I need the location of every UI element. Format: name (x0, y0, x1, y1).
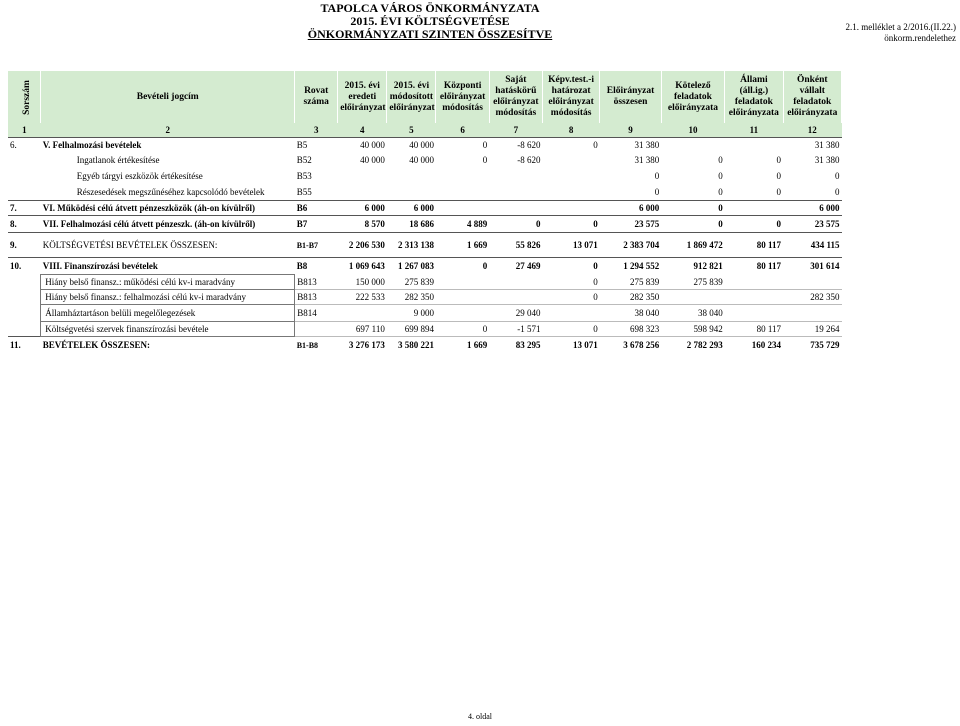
value-cell: 19 264 (783, 322, 841, 337)
value-cell: 275 839 (600, 275, 661, 290)
value-cell: 434 115 (783, 233, 841, 258)
row-code: B7 (295, 216, 338, 233)
value-cell: 6 000 (600, 201, 661, 216)
value-cell: 0 (718, 187, 723, 197)
value-cell (725, 305, 783, 322)
value-cell: 912 821 (661, 258, 724, 275)
value-cell: -1 571 (489, 322, 542, 337)
value-cell (338, 305, 387, 322)
row-label: Hiány belső finansz.: felhalmozási célú kv-i maradvány (41, 290, 295, 305)
col-rovat: Rovat száma (295, 71, 338, 123)
row-number (8, 275, 41, 290)
value-cell (542, 201, 599, 216)
table-body (8, 138, 842, 354)
value-cell: 0 (718, 155, 723, 165)
value-cell: 275 839 (387, 275, 436, 290)
value-cell (542, 184, 599, 201)
annex-reference (846, 22, 956, 44)
value-cell: 13 071 (542, 337, 599, 354)
title-line-3: ÖNKORMÁNYZATI SZINTEN ÖSSZESÍTVE (307, 27, 553, 41)
value-cell (436, 290, 489, 305)
value-cell: 699 894 (387, 322, 436, 337)
value-cell: 0 (661, 201, 724, 216)
value-cell (661, 138, 724, 153)
value-cell: 0 (542, 216, 599, 233)
value-cell: 1 869 472 (661, 233, 724, 258)
title-line-2: 2015. ÉVI KÖLTSÉGVETÉSE (350, 14, 510, 28)
value-cell (387, 168, 436, 184)
value-cell: 697 110 (338, 322, 387, 337)
value-cell: 1 294 552 (600, 258, 661, 275)
row-label: Hiány belső finansz.: működési célú kv-i maradvány (41, 275, 295, 290)
value-cell: 0 (654, 171, 660, 181)
value-cell: 2 782 293 (661, 337, 724, 354)
value-cell: 598 942 (661, 322, 724, 337)
row-code: B1-B7 (295, 233, 338, 258)
value-cell (436, 201, 489, 216)
value-cell: 1 267 083 (387, 258, 436, 275)
value-cell: 0 (776, 171, 782, 181)
column-header-row (8, 71, 842, 123)
row-code (295, 322, 338, 337)
col-number: 10 (661, 123, 724, 138)
row-label: Egyéb tárgyi eszközök értékesítése (76, 171, 203, 181)
col-number: 2 (41, 123, 295, 138)
value-cell: 38 040 (600, 305, 661, 322)
col-sorszam (8, 71, 41, 123)
row-number: 9. (8, 233, 41, 258)
row-code: B1-B8 (295, 337, 338, 354)
value-cell: 38 040 (661, 305, 724, 322)
table-row (8, 258, 842, 275)
value-cell: 0 (436, 258, 489, 275)
value-cell: 83 295 (489, 337, 542, 354)
value-cell: 6 000 (338, 201, 387, 216)
value-cell (725, 275, 783, 290)
row-label: VII. Felhalmozási célú átvett pénzeszk. (áh-on kívülről) (41, 216, 295, 233)
value-cell (436, 275, 489, 290)
value-cell: 301 614 (783, 258, 841, 275)
row-code: B52 (296, 155, 312, 165)
value-cell: 40 000 (360, 155, 385, 165)
row-number (8, 168, 41, 184)
row-label: Részesedések megszűnéséhez kapcsolódó bevételek (76, 187, 265, 197)
value-cell: 27 469 (489, 258, 542, 275)
value-cell: 698 323 (600, 322, 661, 337)
value-cell: 9 000 (387, 305, 436, 322)
value-cell: 0 (776, 155, 782, 165)
value-cell: 150 000 (338, 275, 387, 290)
col-number: 8 (542, 123, 599, 138)
table-row (8, 138, 842, 153)
value-cell: 40 000 (409, 155, 434, 165)
column-number-row (8, 123, 842, 138)
value-cell: 0 (542, 138, 599, 153)
value-cell: 282 350 (387, 290, 436, 305)
value-cell (725, 201, 783, 216)
col-number: 11 (725, 123, 783, 138)
col-onkent: Önként vállalt feladatok előirányzata (783, 71, 841, 123)
value-cell: -8 620 (489, 138, 542, 153)
row-label: VIII. Finanszírozási bevételek (41, 258, 295, 275)
row-number (8, 152, 41, 168)
col-number: 12 (783, 123, 841, 138)
value-cell: 0 (776, 187, 782, 197)
col-sorszam-label: Sorszám (21, 79, 32, 115)
col-kepv: Képv.test.-i határozat előirányzat módosítás (542, 71, 599, 123)
table-row (8, 290, 842, 305)
value-cell: 3 276 173 (338, 337, 387, 354)
value-cell (489, 275, 542, 290)
row-label: V. Felhalmozási bevételek (41, 138, 295, 153)
value-cell: 0 (542, 322, 599, 337)
table-row (8, 184, 842, 201)
col-number: 5 (387, 123, 436, 138)
value-cell (542, 305, 599, 322)
col-number: 6 (436, 123, 489, 138)
col-jogcim: Bevételi jogcím (41, 71, 295, 123)
value-cell: 4 889 (436, 216, 489, 233)
col-number: 3 (295, 123, 338, 138)
value-cell: 40 000 (387, 138, 436, 153)
value-cell: 282 350 (783, 290, 841, 305)
value-cell: 0 (542, 290, 599, 305)
col-number: 9 (600, 123, 661, 138)
value-cell: 0 (489, 216, 542, 233)
row-code: B813 (295, 290, 338, 305)
value-cell: 31 380 (783, 138, 841, 153)
value-cell (783, 275, 841, 290)
col-kotelezo: Kötelező feladatok előirányzata (661, 71, 724, 123)
row-number: 10. (8, 258, 41, 275)
table-row (8, 233, 842, 258)
value-cell: 55 826 (489, 233, 542, 258)
col-kozponti: Központi előirányzat módosítás (436, 71, 489, 123)
value-cell: 0 (835, 187, 840, 197)
row-number (8, 322, 41, 337)
value-cell: 18 686 (387, 216, 436, 233)
row-label: Államháztartáson belüli megelőlegezések (41, 305, 295, 322)
row-number: 6. (8, 138, 41, 153)
value-cell: 275 839 (661, 275, 724, 290)
row-label: Költségvetési szervek finanszírozási bevétele (41, 322, 295, 337)
row-code: B8 (295, 258, 338, 275)
document-title (250, 2, 610, 41)
value-cell: 2 313 138 (387, 233, 436, 258)
col-modositott: 2015. évi módosított előirányzat (387, 71, 436, 123)
value-cell: 2 206 530 (338, 233, 387, 258)
annex-line-2: önkorm.rendelethez (884, 33, 956, 43)
value-cell (489, 290, 542, 305)
value-cell (725, 138, 783, 153)
value-cell: 80 117 (725, 258, 783, 275)
revenue-table (8, 71, 842, 353)
row-label: VI. Működési célú átvett pénzeszközök (áh-on kívülről) (41, 201, 295, 216)
row-label: BEVÉTELEK ÖSSZESEN: (41, 337, 295, 354)
value-cell: 3 678 256 (600, 337, 661, 354)
value-cell: -8 620 (517, 155, 541, 165)
col-number: 4 (338, 123, 387, 138)
value-cell: 3 580 221 (387, 337, 436, 354)
value-cell: 282 350 (600, 290, 661, 305)
annex-line-1: 2.1. melléklet a 2/2016.(II.22.) (845, 22, 956, 32)
value-cell: 13 071 (542, 233, 599, 258)
value-cell: 29 040 (489, 305, 542, 322)
value-cell (661, 290, 724, 305)
value-cell: 0 (542, 275, 599, 290)
value-cell: 2 383 704 (600, 233, 661, 258)
col-sajat: Saját hatáskörű előirányzat módosítás (489, 71, 542, 123)
row-label: Ingatlanok értékesítése (76, 155, 160, 165)
value-cell (542, 168, 599, 184)
value-cell: 0 (835, 171, 840, 181)
table-row (8, 152, 842, 168)
value-cell (783, 305, 841, 322)
value-cell: 40 000 (338, 138, 387, 153)
row-label: KÖLTSÉGVETÉSI BEVÉTELEK ÖSSZESEN: (41, 233, 295, 258)
value-cell: 0 (654, 187, 660, 197)
value-cell (489, 168, 542, 184)
row-code: B814 (295, 305, 338, 322)
value-cell: 23 575 (600, 216, 661, 233)
value-cell (436, 184, 489, 201)
table-row (8, 275, 842, 290)
value-cell (338, 184, 387, 201)
value-cell (436, 305, 489, 322)
value-cell: 0 (718, 171, 723, 181)
value-cell: 31 380 (634, 155, 660, 165)
row-code: B813 (295, 275, 338, 290)
value-cell (725, 290, 783, 305)
table-row (8, 201, 842, 216)
row-code: B6 (295, 201, 338, 216)
table-row (8, 305, 842, 322)
col-osszesen: Előirányzat összesen (600, 71, 661, 123)
value-cell: 31 380 (600, 138, 661, 153)
row-number: 11. (8, 337, 41, 354)
value-cell: 23 575 (783, 216, 841, 233)
table-row (8, 322, 842, 337)
value-cell: 1 669 (436, 233, 489, 258)
value-cell: 8 570 (338, 216, 387, 233)
value-cell: 222 533 (338, 290, 387, 305)
table-row (8, 216, 842, 233)
value-cell: 0 (436, 322, 489, 337)
table-row (8, 337, 842, 354)
value-cell: 735 729 (783, 337, 841, 354)
value-cell: 0 (542, 258, 599, 275)
value-cell: 6 000 (387, 201, 436, 216)
value-cell: 1 669 (436, 337, 489, 354)
row-code: B53 (296, 171, 312, 181)
value-cell: 0 (436, 138, 489, 153)
value-cell: 0 (482, 155, 488, 165)
row-number (8, 290, 41, 305)
value-cell: 80 117 (725, 233, 783, 258)
value-cell: 1 069 643 (338, 258, 387, 275)
value-cell: 6 000 (783, 201, 841, 216)
row-number: 7. (8, 201, 41, 216)
row-number (8, 184, 41, 201)
row-number (8, 305, 41, 322)
row-code: B5 (295, 138, 338, 153)
value-cell (338, 168, 387, 184)
value-cell (489, 184, 542, 201)
row-number: 8. (8, 216, 41, 233)
page-number: 4. oldal (468, 712, 492, 721)
value-cell (436, 168, 489, 184)
title-line-1: TAPOLCA VÁROS ÖNKORMÁNYZATA (320, 1, 540, 15)
col-number: 1 (8, 123, 41, 138)
value-cell: 31 380 (814, 155, 840, 165)
value-cell (542, 152, 599, 168)
col-number: 7 (489, 123, 542, 138)
value-cell: 80 117 (725, 322, 783, 337)
value-cell: 0 (661, 216, 724, 233)
col-eredeti: 2015. évi eredeti előirányzat (338, 71, 387, 123)
value-cell: 0 (725, 216, 783, 233)
col-allami: Állami (áll.ig.) feladatok előirányzata (725, 71, 783, 123)
value-cell: 160 234 (725, 337, 783, 354)
table-row (8, 168, 842, 184)
row-code: B55 (296, 187, 312, 197)
value-cell (489, 201, 542, 216)
value-cell (387, 184, 436, 201)
